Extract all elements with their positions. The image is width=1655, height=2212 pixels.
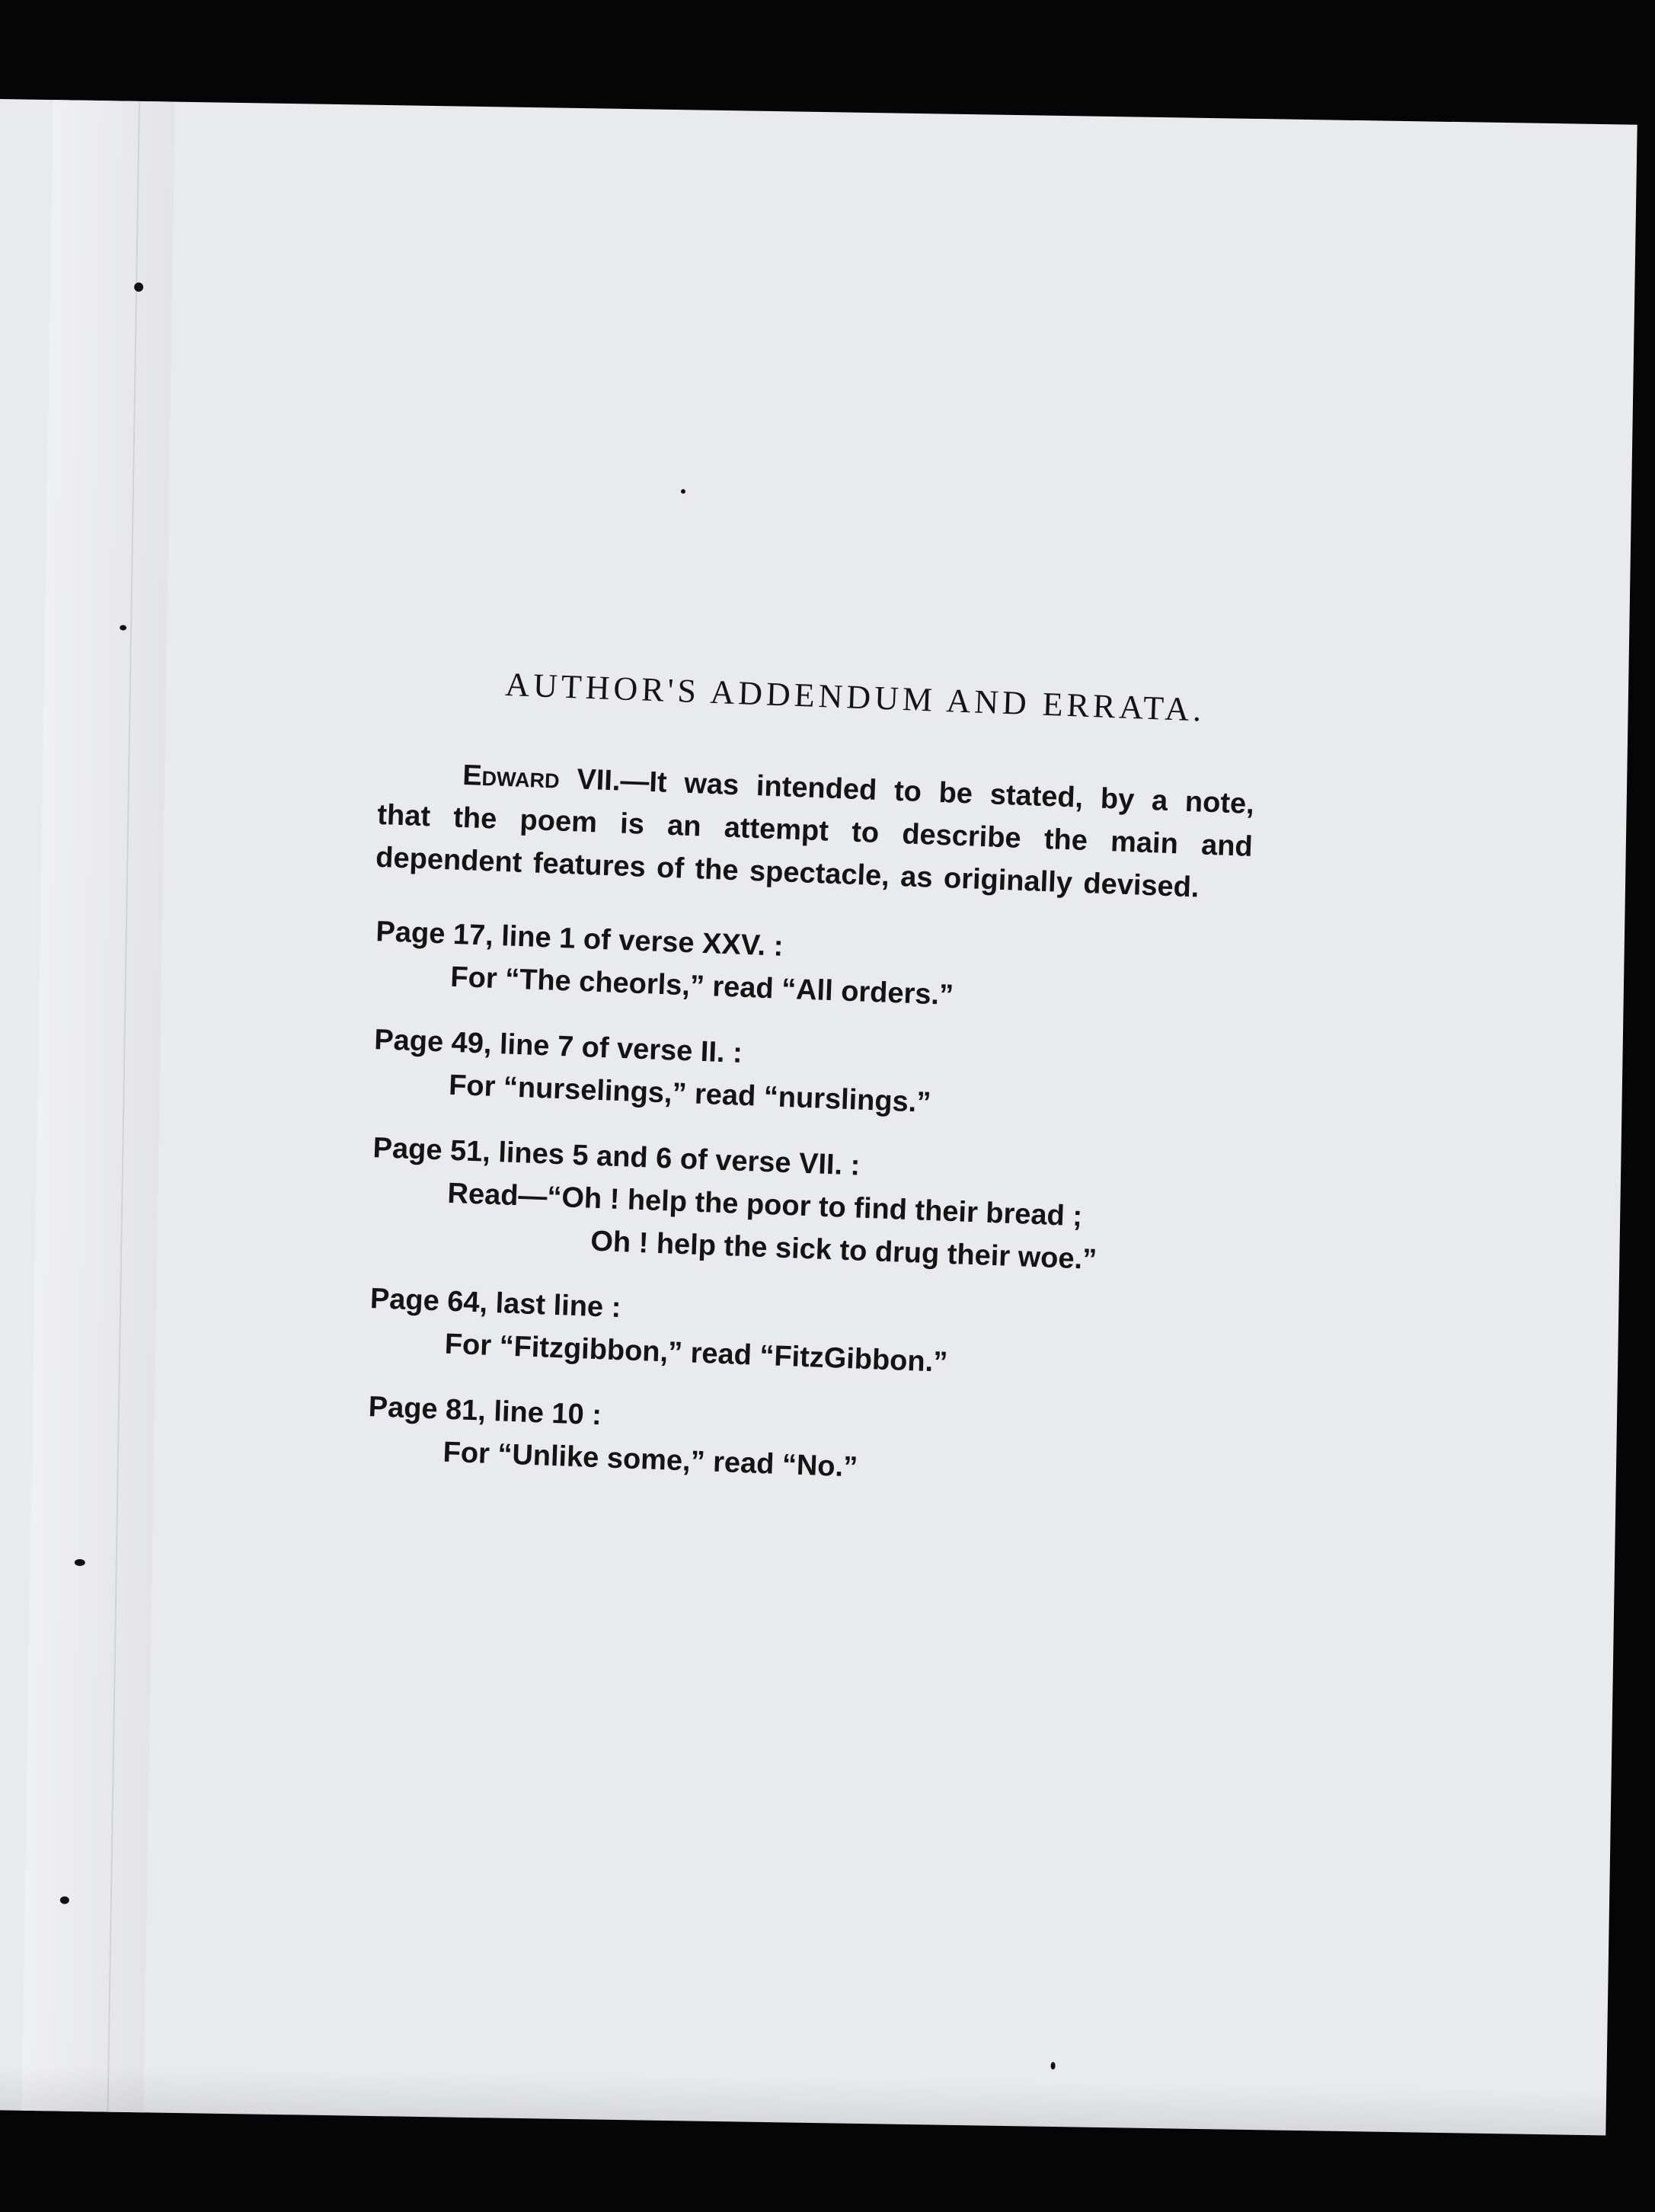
erratum-heading: Page 17, line 1 of verse XXV. :	[375, 916, 784, 963]
page-edge	[22, 100, 175, 2112]
erratum-correction-continued: Oh ! help the sick to drug their woe.”	[589, 1225, 1097, 1277]
intro-text: VII.—It was intended to be stated, by a note, that the poem is an attempt to describe the main and dependent features of the spectacle, as originally devised.	[375, 762, 1255, 904]
intro-paragraph	[375, 751, 1254, 911]
erratum-heading: Page 51, lines 5 and 6 of verse VII. :	[372, 1132, 861, 1182]
erratum-entry	[372, 1018, 1303, 1138]
erratum-correction: For “Fitzgibbon,” read “FitzGibbon.”	[444, 1328, 948, 1379]
erratum-entry	[374, 910, 1305, 1030]
erratum-heading: Page 64, last line :	[369, 1283, 622, 1325]
intro-lead: Edward	[462, 759, 561, 795]
erratum-heading: Page 49, line 7 of verse II. :	[373, 1024, 743, 1069]
erratum-correction: Read—“Oh ! help the poor to find their bread ;	[446, 1177, 1083, 1233]
ink-speck	[681, 489, 685, 494]
erratum-entry	[368, 1277, 1299, 1397]
ink-speck	[60, 1897, 69, 1904]
erratum-heading: Page 81, line 10 :	[368, 1391, 602, 1432]
erratum-entry	[369, 1127, 1302, 1289]
errata-text	[336, 665, 1308, 1518]
page-shadow	[0, 2064, 1606, 2136]
erratum-entry	[366, 1386, 1298, 1505]
ink-speck	[120, 625, 126, 631]
paper-sheet	[0, 99, 1637, 2135]
erratum-correction: For “nurselings,” read “nurslings.”	[448, 1069, 932, 1119]
page-title: AUTHOR'S ADDENDUM AND ERRATA.	[504, 665, 1206, 729]
erratum-correction: For “The cheorls,” read “All orders.”	[449, 961, 954, 1012]
ink-speck	[1051, 2062, 1056, 2070]
ink-speck	[75, 1559, 85, 1566]
erratum-correction: For “Unlike some,” read “No.”	[442, 1436, 858, 1484]
